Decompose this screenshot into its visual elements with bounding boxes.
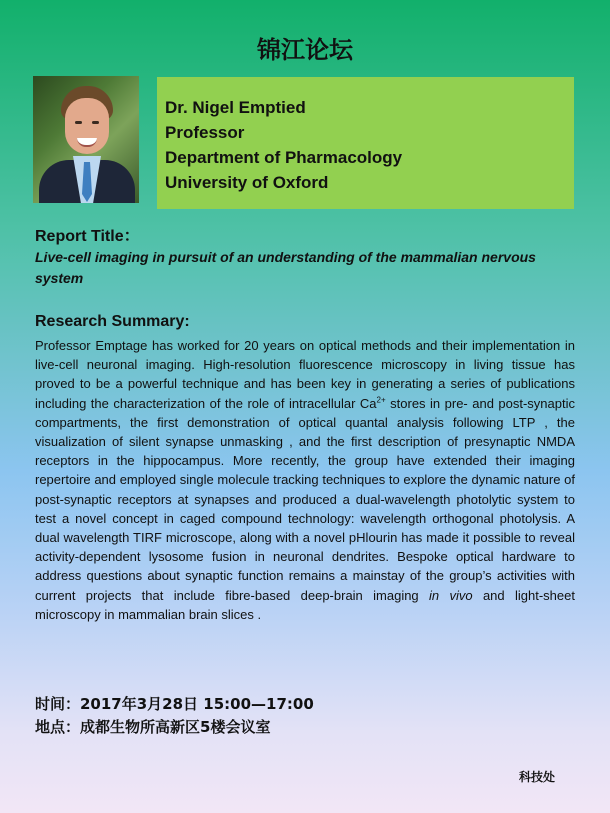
summary-part-2: stores in pre- and post-synaptic compartments, the first demonstration of optical quantal analysis following LTP , the visualization of silent synapse unmasking , and the first description of presynaptic NMDA receptors in the hippocampus. More recently, the group have extended their imaging repertoire and employed single molecule tracking techniques to explore the dynamic nature of post-synaptic receptors at synapses and produced a dual-wavelength photolytic system to test a novel concept in caged compound technology: wavelength orthogonal photolysis. A dual wavelength TIRF microscope, along with a novel pHlourin has made it possible to reveal activity-dependent lysosome fusion in neuronal dendrites. Bespoke optical hardware to address questions about synaptic function remains a mainstay of the group’s activities with current projects that include fibre-based deep-brain imaging <box>35 395 575 603</box>
research-summary-text <box>35 336 575 624</box>
speaker-name: Dr. Nigel Emptied <box>165 98 306 117</box>
speaker-position: Professor <box>165 123 245 142</box>
speaker-university: University of Oxford <box>165 173 329 192</box>
organizer-department: 科技处 <box>519 770 556 784</box>
summary-part-1: Professor Emptage has worked for 20 years on optical methods and their implementation in live-cell neuronal imaging. High-resolution fluorescence microscopy in living tissue has proved to be a powerful technique and has been key in generating a series of publications including the characterization of the role of intracellular Ca <box>35 338 575 411</box>
report-title-text: Live-cell imaging in pursuit of an understanding of the mammalian nervous system <box>35 249 536 286</box>
summary-superscript: 2+ <box>376 395 386 405</box>
event-location: 地点：成都生物所高新区5楼会议室 <box>35 718 271 736</box>
speaker-photo <box>33 76 139 203</box>
report-title-label: Report Title： <box>35 228 140 245</box>
forum-title: 锦江论坛 <box>257 36 353 64</box>
speaker-department: Department of Pharmacology <box>165 148 403 167</box>
speaker-info-box <box>157 77 574 209</box>
summary-part-3: and light-sheet microscopy in mammalian brain slices . <box>35 587 575 622</box>
event-time: 时间：2017年3月28日 15:00—17:00 <box>35 695 314 713</box>
summary-italic-phrase: in vivo <box>429 587 473 603</box>
research-summary-label: Research Summary: <box>35 313 190 330</box>
